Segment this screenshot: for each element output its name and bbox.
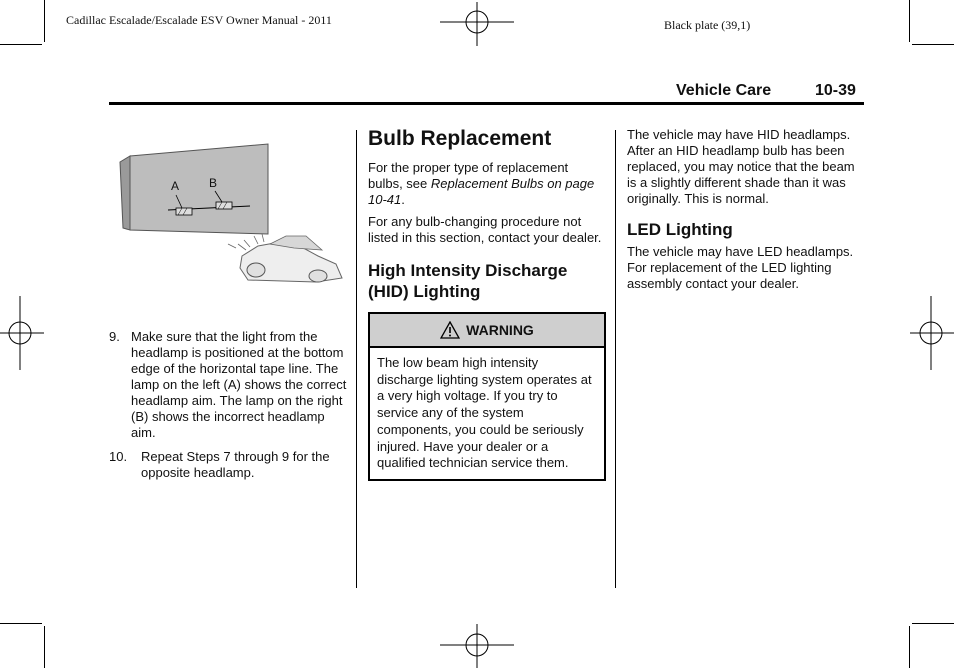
- middle-column: [368, 127, 604, 481]
- registration-mark-left: [0, 296, 44, 370]
- crop-mark: [912, 44, 954, 45]
- column-divider: [356, 130, 357, 588]
- hid-continued-paragraph: The vehicle may have HID headlamps. After an HID headlamp bulb has been replaced, you may notice that the beam is a slightly different shade than it was originally. This is normal.: [627, 127, 855, 206]
- step-text: Repeat Steps 7 through 9 for the opposite headlamp.: [141, 449, 330, 480]
- registration-mark-right: [910, 296, 954, 370]
- step-number: 10.: [109, 449, 128, 464]
- cross-reference-link[interactable]: Replacement Bulbs on page 10-41: [368, 176, 595, 207]
- crop-mark: [0, 44, 42, 45]
- step-text: Make sure that the light from the headlamp is positioned at the bottom edge of the horizontal tape line. The lamp on the left (A) shows the correct headlamp aim. The lamp on the right (B) shows the incorrect headlamp aim.: [131, 329, 347, 440]
- page-number: 10-39: [815, 82, 856, 99]
- hid-heading: High Intensity Discharge (HID) Lighting: [368, 261, 568, 301]
- bulb-replacement-heading: Bulb Replacement: [368, 127, 552, 150]
- crop-mark: [909, 0, 910, 42]
- crop-mark: [44, 626, 45, 668]
- list-item: [109, 449, 349, 481]
- led-heading: LED Lighting: [627, 220, 733, 239]
- led-paragraph: The vehicle may have LED headlamps. For replacement of the LED lighting assembly contact your dealer.: [627, 244, 854, 291]
- crop-mark: [912, 623, 954, 624]
- crop-mark: [909, 626, 910, 668]
- column-divider: [615, 130, 616, 588]
- section-name: Vehicle Care: [676, 82, 772, 99]
- warning-header: [370, 314, 604, 348]
- crop-mark: [44, 0, 45, 42]
- warning-icon: [440, 321, 460, 339]
- warning-label: WARNING: [466, 322, 534, 338]
- right-column: [627, 127, 867, 292]
- step-list: [109, 329, 349, 481]
- figure-label-a: A: [171, 179, 180, 193]
- figure-label-b: B: [209, 176, 218, 190]
- plate-label: Black plate (39,1): [664, 18, 751, 32]
- bulb-paragraph-2: For any bulb-changing procedure not listed in this section, contact your dealer.: [368, 214, 602, 245]
- header-rule: [109, 102, 864, 105]
- step-number: 9.: [109, 329, 120, 344]
- headlamp-aim-illustration: [118, 138, 348, 286]
- list-item: [109, 329, 349, 441]
- warning-box: [368, 312, 606, 481]
- manual-title: Cadillac Escalade/Escalade ESV Owner Manual - 2011: [66, 13, 332, 27]
- crop-mark: [0, 623, 42, 624]
- warning-text: The low beam high intensity discharge lighting system operates at a very high voltage. If you try to service any of the system components, you could be seriously injured. Have your dealer or a qualified technician service them.: [377, 355, 592, 471]
- registration-mark-bottom: [440, 624, 514, 668]
- bulb-paragraph-1: For the proper type of replacement bulbs, see Replacement Bulbs on page 10-41.: [368, 160, 595, 207]
- registration-mark-top: [440, 2, 514, 46]
